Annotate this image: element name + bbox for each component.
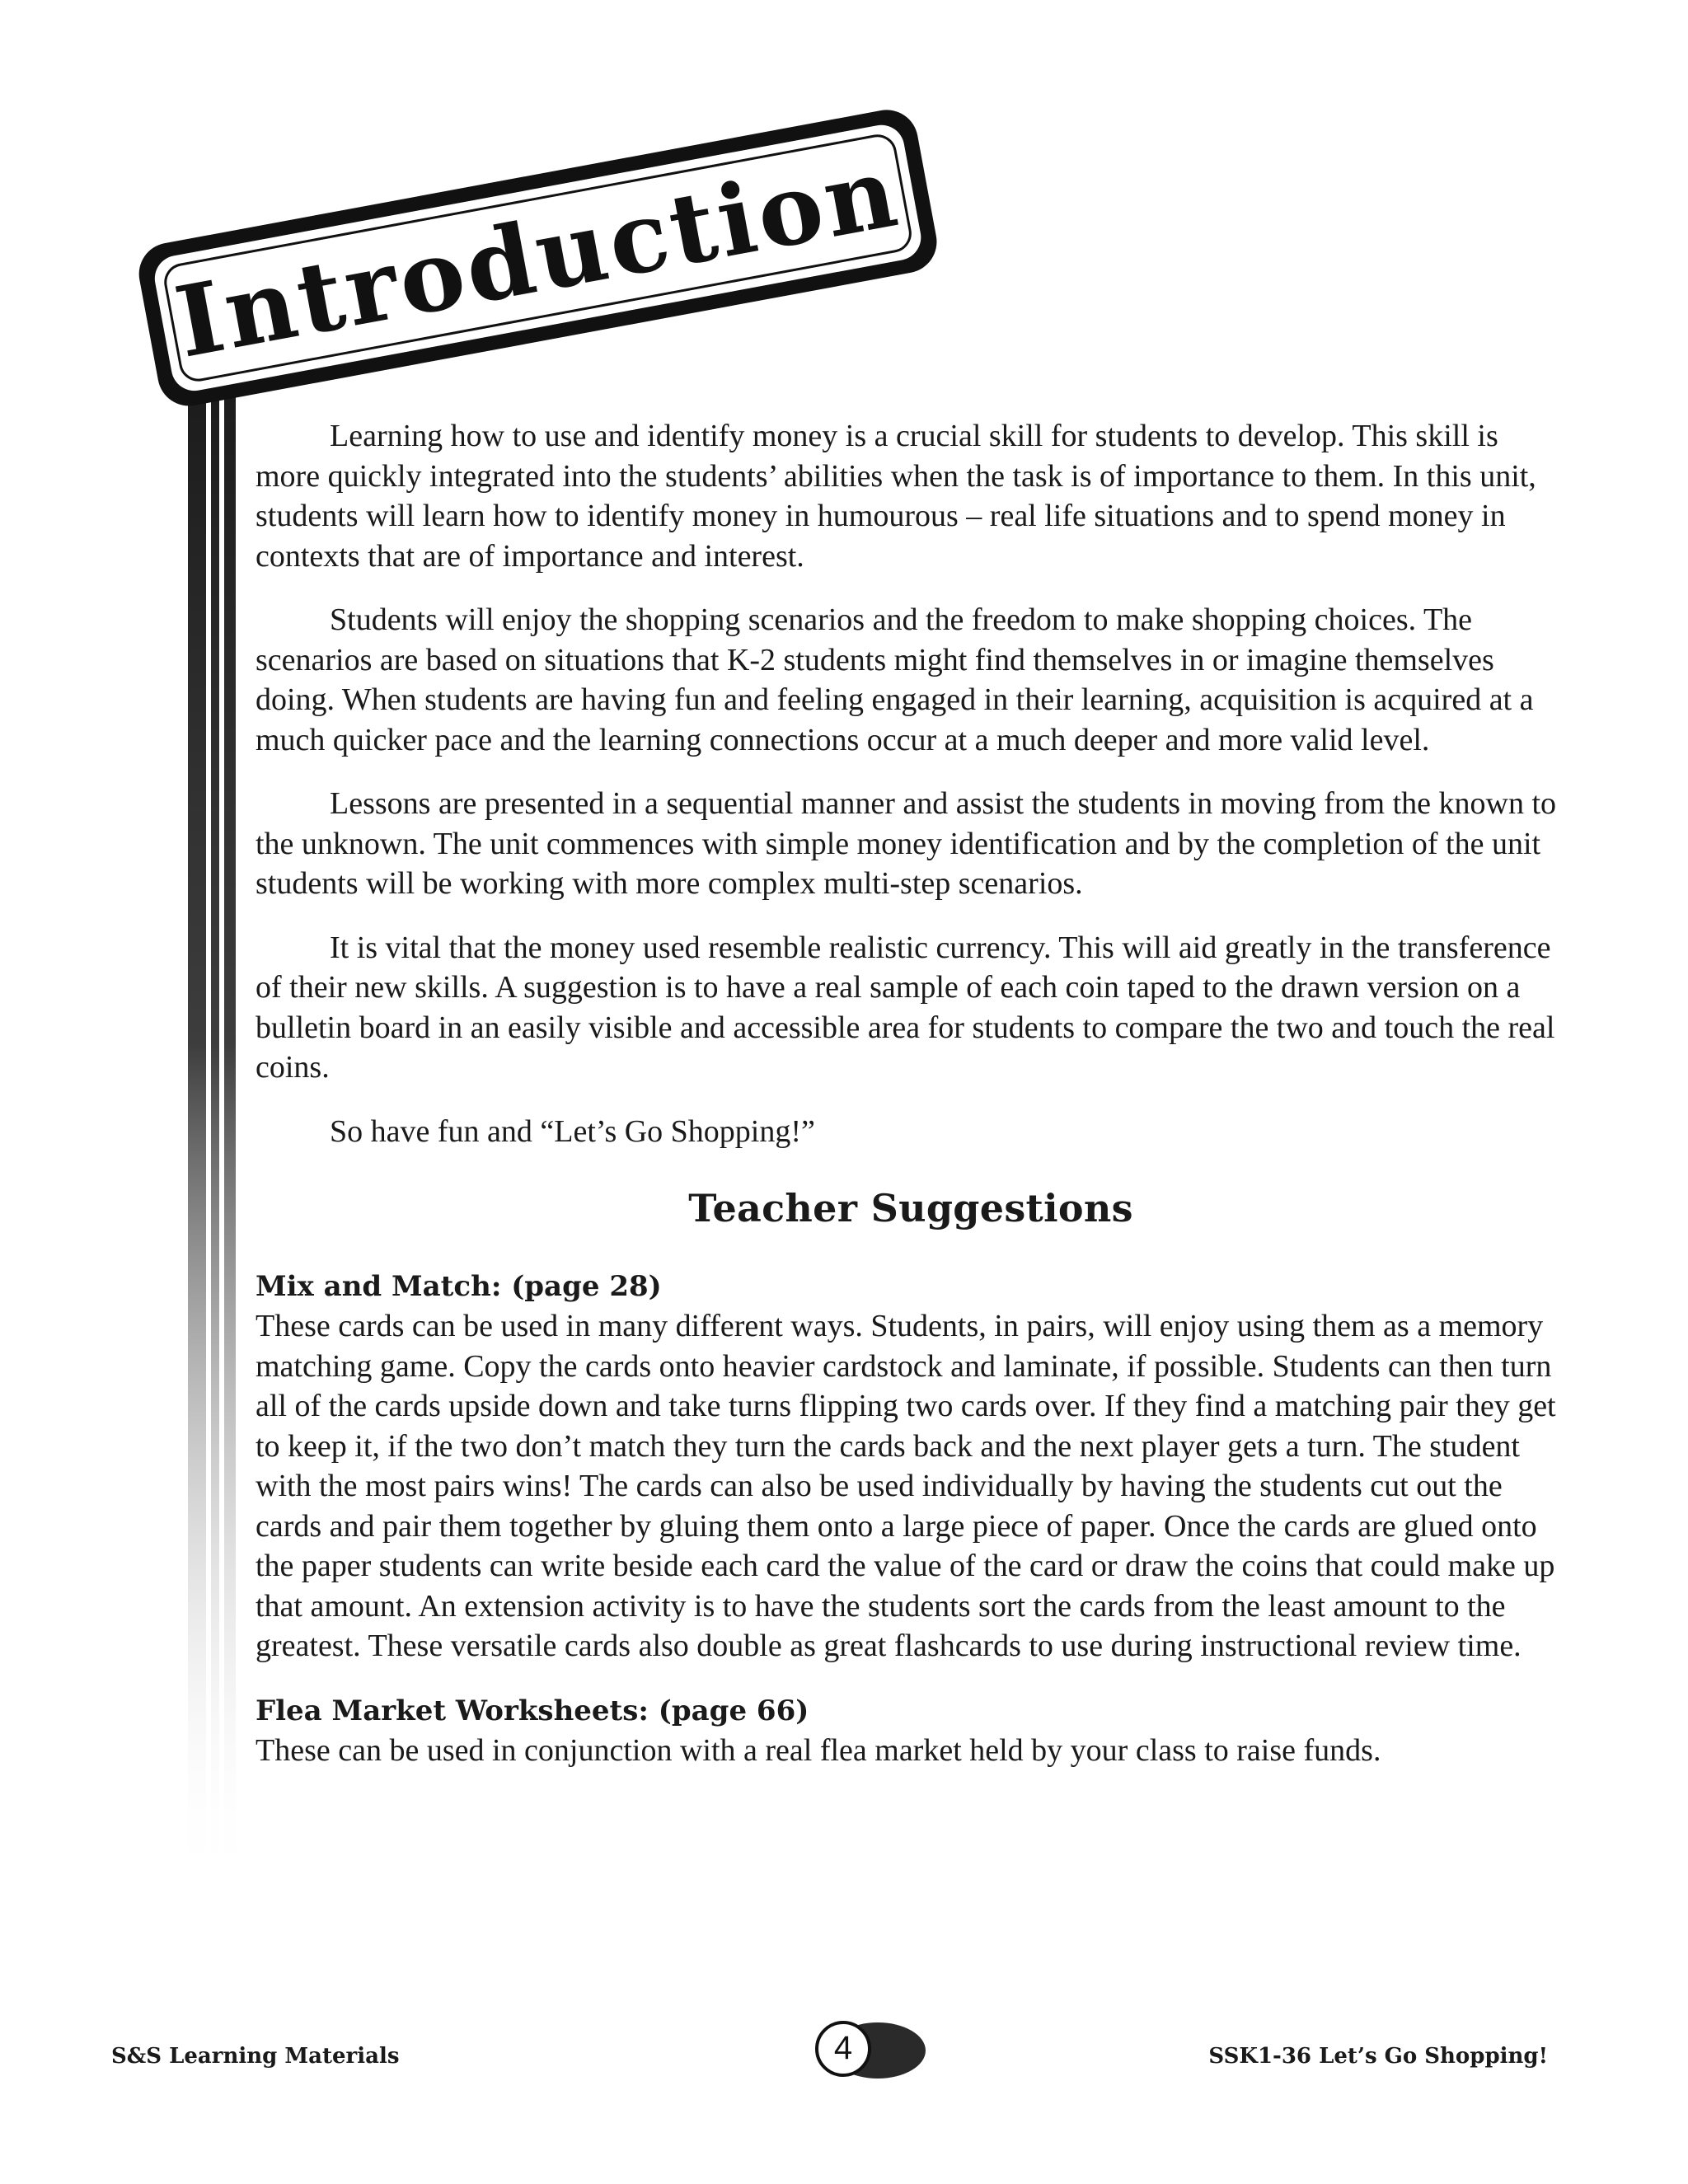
footer-publisher: S&S Learning Materials [111,2044,400,2069]
suggestion-flea-market [256,1691,1566,1771]
main-content [256,416,1566,1795]
suggestion-body: These cards can be used in many different ways. Students, in pairs, will enjoy using them as a memory matching game. Copy the cards onto heavier cardstock and laminate, if possible. Students can then turn all of the cards upside down and take turns flipping two cards over. If they find a matching pair they get to keep it, if the two don’t match they turn the cards back and the next player gets a turn. The student with the most pairs wins! The cards can also be used individually by having the students cut out the cards and pair them together by gluing them onto a large piece of paper. Once the cards are glued onto the paper students can write beside each card the value of the card or draw the coins that could make up that amount. An extension activity is to have the students sort the cards from the least amount to the greatest. These versatile cards also double as great flashcards to use during instructional review time. [256,1309,1556,1663]
suggestion-body: These can be used in conjunction with a real flea market held by your class to raise funds. [256,1732,1381,1768]
suggestion-heading: Mix and Match: (page 28) [256,1270,662,1303]
suggestion-mix-and-match [256,1267,1566,1666]
section-title: Teacher Suggestions [688,1186,1133,1230]
page-title: Introduction [166,134,908,380]
sign-board [134,105,941,411]
intro-paragraph: Lessons are presented in a sequential manner and assist the students in moving from the known to the unknown. The unit commences with simple money identification and by the completion of the unit students will be working with more complex multi-step scenarios. [256,786,1557,901]
footer-product: SSK1-36 Let’s Go Shopping! [1208,2044,1548,2069]
page-number: 4 [833,2030,853,2066]
intro-paragraph: Learning how to use and identify money is a crucial skill for students to develop. This skill is more quickly integrated into the students’ abilities when the task is of importance to them. In this unit, students will learn how to identify money in humourous – real life situations and to spend money in contexts that are of importance and interest. [256,419,1536,574]
intro-paragraph: It is vital that the money used resemble realistic currency. This will aid greatly in the transference of their new skills. A suggestion is to have a real sample of each coin taped to the drawn version on a bulletin board in an easily visible and accessible area for students to compare the two and touch the real coins. [256,930,1555,1085]
sign-post [188,354,236,1887]
suggestion-heading: Flea Market Worksheets: (page 66) [256,1694,809,1727]
intro-closing: So have fun and “Let’s Go Shopping!” [330,1113,815,1149]
intro-paragraph: Students will enjoy the shopping scenarios and the freedom to make shopping choices. The scenarios are based on situations that K-2 students might find themselves in or imagine themselves doing. When students are having fun and feeling engaged in their learning, acquisition is acquired at a much quicker pace and the learning connections occur at a much deeper and more valid level. [256,602,1534,757]
